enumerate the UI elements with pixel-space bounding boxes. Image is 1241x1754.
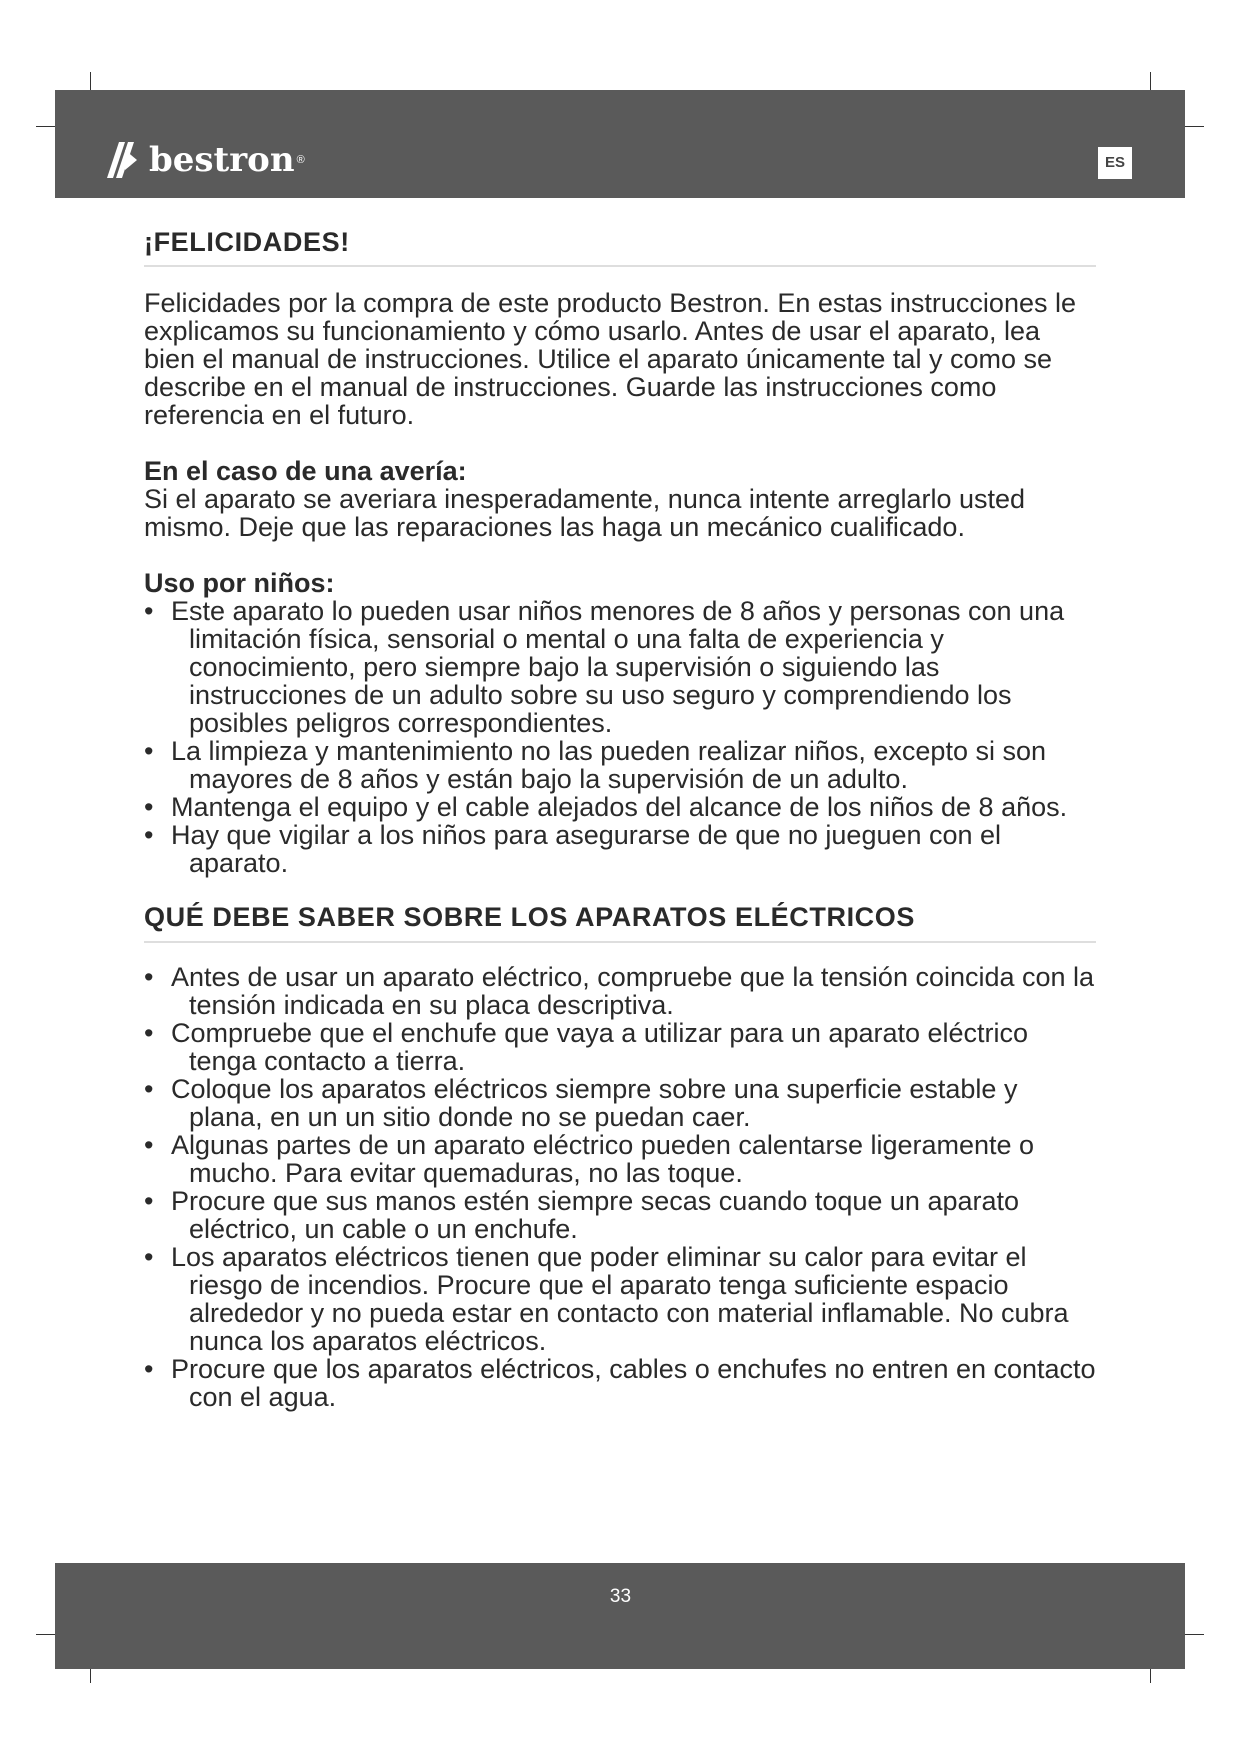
page-number: 33: [609, 1586, 632, 1607]
children-list: [144, 597, 1096, 877]
section-title-electrical: QUÉ DEBE SABER SOBRE LOS APARATOS ELÉCTRICOS: [144, 901, 1096, 942]
bullet-icon: •: [144, 1241, 154, 1272]
bullet-icon: •: [144, 1073, 154, 1104]
list-item: • Antes de usar un aparato eléctrico, compruebe que la tensión coincida con la tensión indicada en su placa descriptiva.: [144, 961, 1095, 1020]
registered-mark: ®: [296, 154, 305, 166]
list-item: • Algunas partes de un aparato eléctrico pueden calentarse ligeramente o mucho. Para evitar quemaduras, no las toque.: [144, 1129, 1035, 1188]
list-item: • Procure que sus manos estén siempre secas cuando toque un aparato eléctrico, un cable o un enchufe.: [144, 1185, 1020, 1244]
breakdown-heading: En el caso de una avería:: [144, 456, 467, 487]
list-item: • Compruebe que el enchufe que vaya a utilizar para un aparato eléctrico tenga contacto a tierra.: [144, 1017, 1029, 1076]
children-heading: Uso por niños:: [144, 568, 335, 599]
bullet-icon: •: [144, 961, 154, 992]
section-title-congrats: ¡FELICIDADES!: [144, 226, 1096, 267]
page-content: [144, 226, 1096, 1411]
footer-bar: [55, 1563, 1185, 1669]
bullet-icon: •: [144, 1129, 154, 1160]
bullet-icon: •: [144, 1353, 154, 1384]
bullet-icon: •: [144, 1017, 154, 1048]
bullet-icon: •: [144, 736, 154, 767]
electrical-list: [144, 963, 1096, 1411]
list-item: • Procure que los aparatos eléctricos, cables o enchufes no entren en contacto con el agua.: [144, 1353, 1096, 1412]
bullet-icon: •: [144, 1185, 154, 1216]
list-item: • La limpieza y mantenimiento no las pueden realizar niños, excepto si son mayores de 8 años y están bajo la supervisión de un adulto.: [144, 736, 1046, 795]
bullet-icon: •: [144, 792, 154, 823]
chevron-logo-icon: [105, 140, 139, 180]
bullet-icon: •: [144, 820, 154, 851]
list-item: • Hay que vigilar a los niños para asegurarse de que no jueguen con el aparato.: [144, 820, 1002, 879]
list-item: • Coloque los aparatos eléctricos siempre sobre una superficie estable y plana, en un un sitio donde no se puedan caer.: [144, 1073, 1018, 1132]
congrats-paragraph: Felicidades por la compra de este producto Bestron. En estas instrucciones le explicamos su funcionamiento y cómo usarlo. Antes de usar el aparato, lea bien el manual de instrucciones. Utilice el aparato únicamente tal y como se describe en el manual de instrucciones. Guarde las instrucciones como referencia en el futuro.: [144, 288, 1076, 431]
brand-logo: [105, 140, 305, 180]
list-item: • Este aparato lo pueden usar niños menores de 8 años y personas con una limitación física, sensorial o mental o una falta de experiencia y conocimiento, pero siempre bajo la supervisión o siguiendo las instrucciones de un adulto sobre su uso seguro y comprendiendo los posibles peligros correspondientes.: [144, 596, 1065, 739]
list-item: • Mantenga el equipo y el cable alejados del alcance de los niños de 8 años.: [144, 792, 1068, 823]
bullet-icon: •: [144, 596, 154, 627]
breakdown-paragraph: Si el aparato se averiara inesperadamente, nunca intente arreglarlo usted mismo. Deje que las reparaciones las haga un mecánico cualificado.: [144, 484, 1026, 543]
language-badge: ES: [1098, 147, 1132, 179]
list-item: • Los aparatos eléctricos tienen que poder eliminar su calor para evitar el riesgo de incendios. Procure que el aparato tenga suficiente espacio alrededor y no pueda estar en contacto con material inflamable. No cubra nunca los aparatos eléctricos.: [144, 1241, 1069, 1356]
brand-name: bestron: [149, 140, 295, 180]
